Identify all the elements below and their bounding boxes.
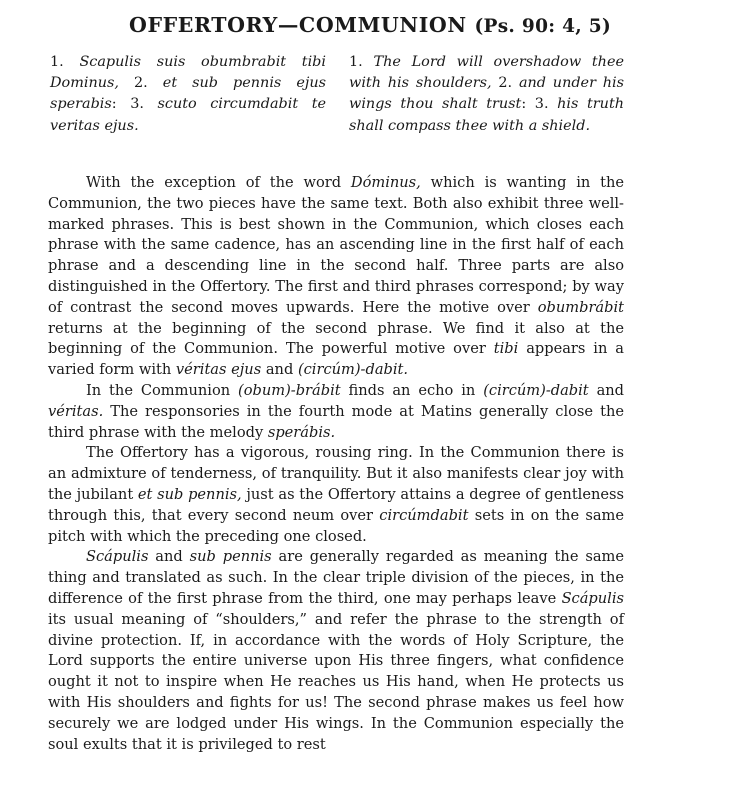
text-run: The responsories in the fourth mode at Matins generally close the third phrase with the melody bbox=[48, 402, 624, 441]
italic-term: Scápulis bbox=[86, 548, 149, 566]
text-run: are generally regarded as meaning the same thing and translated as such. In the clear triple division of the pieces, in the difference of the first phrase from the third, one may perhaps leave bbox=[48, 548, 624, 607]
italic-term: (circúm)-dabit. bbox=[297, 361, 409, 379]
latin-phrase-3: scuto circumdabit te veritas ejus. bbox=[50, 96, 326, 134]
text-run: In the Communion bbox=[86, 381, 239, 399]
latin-number-1: 1. bbox=[50, 54, 80, 70]
commentary-paragraph bbox=[48, 547, 624, 755]
latin-text-column bbox=[50, 52, 326, 137]
italic-term: tibi bbox=[493, 340, 519, 358]
page-heading bbox=[0, 12, 740, 40]
text-run: The Offertory has a vigorous, rousing ring. In the Communion there is an admixture of tenderness, of tranquility. But it also manifests clear joy with the jubilant bbox=[48, 444, 624, 503]
latin-number-2: 2. bbox=[118, 75, 163, 92]
psalm-reference: (Ps. 90: 4, 5) bbox=[474, 16, 611, 37]
english-number-2: 2. bbox=[491, 75, 519, 92]
text-run: its usual meaning of “shoulders,” and refer the phrase to the strength of divine protection. If, in accordance with the words of Holy Scripture, the Lord supports the entire universe upon His three fingers, what confidence ought it not to inspire when He reaches us His hand, when He protects us with His shoulders and fights for us! The second phrase makes us feel how securely we are lodged under His wings. In the Communion especially the soul exults that it is privileged to rest bbox=[48, 610, 624, 753]
text-run: and bbox=[261, 361, 298, 379]
text-run: which is wanting in the Communion, the two pieces have the same text. Both also exhibit three well-marked phrases. This is best shown in the Communion, which closes each phrase with the same cadence, has an ascending line in the first half of each phrase and a descending line in the second half. Three parts are also distinguished in the Offertory. The first and third phrases correspond; by way of contrast the second moves upwards. Here the motive over bbox=[48, 174, 624, 316]
english-number-3: : 3. bbox=[521, 96, 558, 113]
commentary-paragraph bbox=[48, 443, 624, 547]
italic-term: Dóminus, bbox=[350, 174, 421, 191]
latin-number-3: : 3. bbox=[111, 96, 158, 113]
english-translation-column bbox=[349, 52, 624, 137]
commentary-paragraph bbox=[48, 173, 624, 381]
text-run: appears in a varied form with bbox=[48, 340, 625, 379]
italic-term: véritas ejus bbox=[175, 361, 262, 379]
text-run: and bbox=[588, 381, 625, 399]
italic-term: Scápulis bbox=[561, 589, 624, 607]
english-number-1: 1. bbox=[349, 54, 374, 70]
text-run: returns at the beginning of the second phrase. We find it also at the beginning of the Communion. The powerful motive over bbox=[48, 319, 624, 358]
text-run: sets in on the same pitch with which the preceding one closed. bbox=[48, 506, 624, 545]
text-run: just as the Offertory attains a degree of gentleness through this, that every second neum over bbox=[48, 485, 624, 524]
text-run: finds an echo in bbox=[340, 381, 484, 399]
italic-term: (obum)-brábit bbox=[238, 381, 341, 399]
english-phrase-1: The Lord will overshadow thee with his shoulders, bbox=[349, 54, 624, 92]
heading-title: OFFERTORY—COMMUNION bbox=[129, 13, 467, 37]
commentary-paragraph bbox=[48, 381, 624, 443]
italic-term: (circúm)-dabit bbox=[483, 381, 589, 399]
italic-term: circúmdabit bbox=[379, 506, 469, 524]
text-run: and bbox=[148, 548, 190, 566]
commentary-body bbox=[48, 173, 624, 755]
italic-term: et sub pennis, bbox=[137, 485, 242, 503]
text-run: With the exception of the word bbox=[86, 174, 351, 191]
english-phrase-2: and under his wings thou shalt trust bbox=[349, 75, 624, 113]
english-phrase-3: his truth shall compass thee with a shield. bbox=[349, 96, 624, 134]
italic-term: sub pennis bbox=[189, 548, 272, 566]
latin-phrase-2: et sub pennis ejus sperabis bbox=[50, 75, 326, 113]
italic-term: obumbrábit bbox=[537, 298, 624, 316]
latin-phrase-1: Scapulis suis obumbrabit tibi Dominus, bbox=[50, 54, 326, 92]
italic-term: véritas. bbox=[48, 402, 104, 420]
italic-term: sperábis. bbox=[267, 423, 336, 441]
